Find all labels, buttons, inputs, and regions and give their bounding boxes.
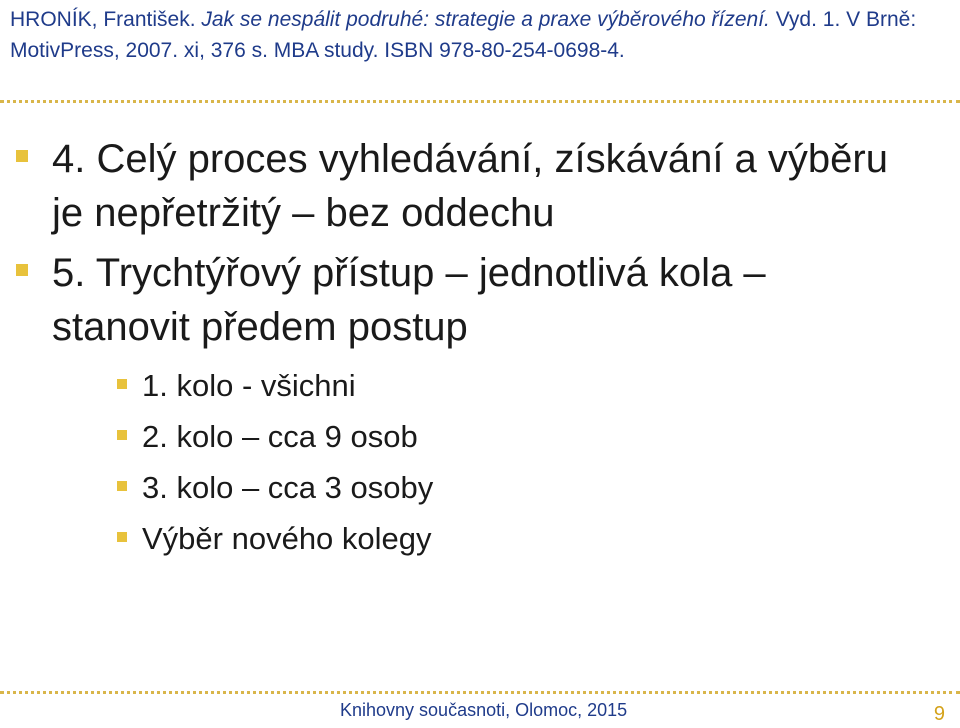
sub-bullet-list [0, 360, 960, 564]
bullet-text: 5. Trychtýřový přístup – jednotlivá kola – stanovit předem postup [52, 251, 766, 349]
sub-bullet-text: 2. kolo – cca 9 osob [142, 419, 418, 454]
footer-text: Knihovny současnoti, Olomoc, 2015 [340, 700, 628, 720]
citation [10, 4, 955, 66]
sub-bullet-item [0, 411, 960, 462]
square-bullet-icon [117, 379, 127, 389]
sub-bullet-item [0, 513, 960, 564]
sub-bullet-item [0, 360, 960, 411]
square-bullet-icon [117, 430, 127, 440]
bullet-item [0, 246, 912, 354]
citation-details: Vyd. 1. V Brně: MotivPress, 2007. xi, 376 s. MBA study. ISBN 978-80-254-0698-4. [10, 8, 917, 62]
bullet-text: 4. Celý proces vyhledávání, získávání a výběru je nepřetržitý – bez oddechu [52, 137, 888, 235]
sub-bullet-item [0, 462, 960, 513]
slide-body [0, 132, 960, 564]
sub-bullet-text: Výběr nového kolegy [142, 521, 432, 556]
citation-title: Jak se nespálit podruhé: strategie a praxe výběrového řízení. [201, 8, 770, 31]
page-number: 9 [933, 703, 945, 725]
top-dotted-divider [0, 100, 960, 103]
square-bullet-icon [117, 532, 127, 542]
square-bullet-icon [117, 481, 127, 491]
square-bullet-icon [16, 264, 28, 276]
bottom-dotted-divider [0, 691, 960, 694]
sub-bullet-text: 1. kolo - všichni [142, 368, 356, 403]
sub-bullet-text: 3. kolo – cca 3 osoby [142, 470, 434, 505]
citation-author: HRONÍK, František. [10, 8, 202, 31]
bullet-item [0, 132, 912, 240]
square-bullet-icon [16, 150, 28, 162]
